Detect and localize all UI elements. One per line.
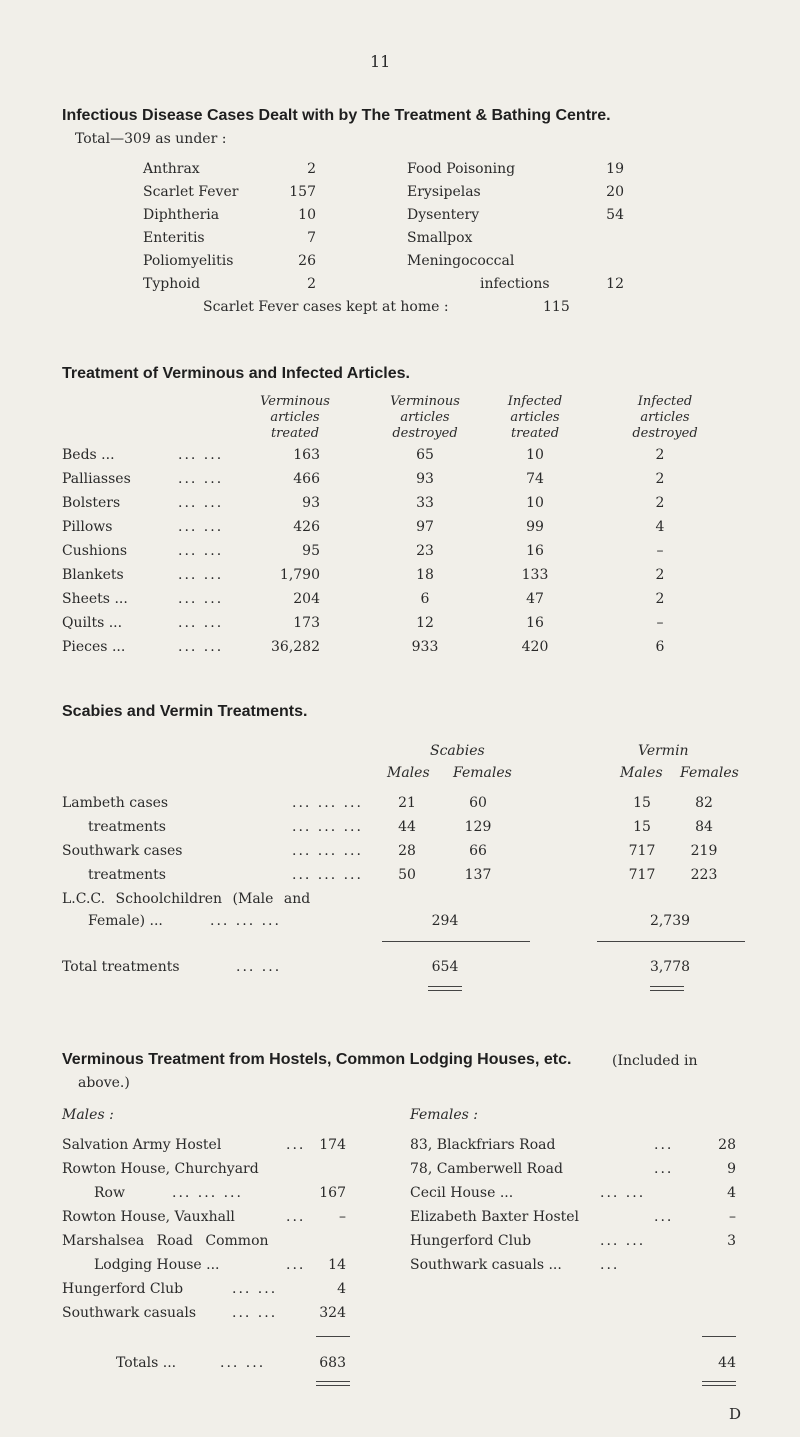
hostel-name-line2: Row — [94, 1185, 125, 1201]
divider — [702, 1336, 736, 1337]
leader-dots: ... ... ... — [210, 913, 281, 929]
row-label: Bolsters — [62, 495, 121, 511]
hostel-name: Hungerford Club — [62, 1281, 184, 1297]
footer-signature-mark: D — [729, 1405, 742, 1423]
section4-title-note-line2: above.) — [78, 1075, 130, 1091]
table-cell: – — [656, 615, 664, 631]
leader-dots: ... ... — [600, 1185, 646, 1201]
double-rule — [428, 986, 462, 991]
table-cell: 74 — [526, 471, 544, 487]
table-cell: 2 — [655, 591, 665, 607]
leader-dots: ... — [654, 1137, 674, 1153]
table-cell: 66 — [469, 843, 487, 859]
disease-name: Poliomyelitis — [143, 253, 234, 269]
table-cell: 129 — [464, 819, 492, 835]
hostel-count: 167 — [319, 1185, 346, 1201]
table-cell: 28 — [398, 843, 416, 859]
hostel-count: 9 — [727, 1161, 736, 1177]
table-cell: 717 — [628, 843, 656, 859]
hostel-count: 14 — [328, 1257, 346, 1273]
hostel-name: Southwark casuals ... — [410, 1257, 562, 1273]
leader-dots: ... ... — [178, 567, 224, 583]
section1-title: Infectious Disease Cases Dealt with by The Treatment & Bathing Centre. — [62, 107, 611, 124]
table-cell: 10 — [526, 495, 544, 511]
table-cell: 95 — [302, 543, 320, 559]
disease-count: 10 — [298, 207, 316, 223]
total-scabies: 654 — [431, 959, 459, 975]
leader-dots: ... ... — [178, 495, 224, 511]
row-label: Pillows — [62, 519, 113, 535]
leader-dots: ... ... — [220, 1355, 266, 1371]
row-label: Cushions — [62, 543, 128, 559]
disease-count: 26 — [298, 253, 316, 269]
leader-dots: ... ... — [178, 447, 224, 463]
table-cell: 466 — [293, 471, 320, 487]
leader-dots: ... — [654, 1209, 674, 1225]
subheader-females: Females — [453, 765, 512, 781]
disease-name: Dysentery — [407, 207, 480, 223]
leader-dots: ... — [286, 1137, 306, 1153]
leader-dots: ... ... — [600, 1233, 646, 1249]
disease-name: Food Poisoning — [407, 161, 516, 177]
subheader-males: Males — [387, 765, 430, 781]
divider — [597, 941, 745, 942]
disease-count: 12 — [606, 276, 624, 292]
double-rule — [650, 986, 684, 991]
subheader-males: Males — [620, 765, 663, 781]
table-cell: 223 — [690, 867, 718, 883]
row-label: Pieces ... — [62, 639, 126, 655]
leader-dots: ... ... — [178, 591, 224, 607]
lcc-vermin-total: 2,739 — [649, 913, 691, 929]
hostel-name: Rowton House, Vauxhall — [62, 1209, 235, 1225]
table-cell: 2 — [655, 567, 665, 583]
hostel-name: 83, Blackfriars Road — [410, 1137, 556, 1153]
total-vermin: 3,778 — [649, 959, 691, 975]
table-cell: 219 — [690, 843, 718, 859]
leader-dots: ... ... ... — [292, 819, 363, 835]
table-cell: 36,282 — [271, 639, 320, 655]
table-cell: 65 — [416, 447, 434, 463]
table-cell: 60 — [469, 795, 487, 811]
hostel-count: 3 — [727, 1233, 736, 1249]
double-rule — [702, 1381, 736, 1386]
hostel-name: Rowton House, Churchyard — [62, 1161, 259, 1177]
table-cell: 2 — [655, 447, 665, 463]
table-cell: 12 — [416, 615, 434, 631]
row-label: Southwark cases — [62, 843, 183, 859]
hostel-name: Southwark casuals — [62, 1305, 197, 1321]
table-cell: 717 — [628, 867, 656, 883]
table-cell: 420 — [521, 639, 549, 655]
leader-dots: ... — [286, 1257, 306, 1273]
table-cell: 16 — [526, 615, 544, 631]
leader-dots: ... ... ... — [172, 1185, 243, 1201]
females-total: 44 — [718, 1355, 736, 1371]
disease-count: 19 — [606, 161, 624, 177]
table-cell: 4 — [655, 519, 665, 535]
table-cell: 2 — [655, 495, 665, 511]
table-cell: 93 — [416, 471, 434, 487]
males-heading: Males : — [62, 1107, 114, 1123]
table-cell: 137 — [464, 867, 492, 883]
subheader-females: Females — [680, 765, 739, 781]
hostel-name: Salvation Army Hostel — [62, 1137, 222, 1153]
table-cell: 93 — [302, 495, 320, 511]
disease-name: Anthrax — [143, 161, 200, 177]
disease-name: Diphtheria — [143, 207, 220, 223]
table-cell: 44 — [398, 819, 416, 835]
divider — [316, 1336, 350, 1337]
section1-total-line: Total—309 as under : — [75, 131, 227, 147]
section3-title: Scabies and Vermin Treatments. — [62, 703, 308, 720]
lcc-label-line2: Female) ... — [88, 913, 163, 929]
leader-dots: ... ... — [232, 1305, 278, 1321]
disease-name: Meningococcal — [407, 253, 515, 269]
row-label: Palliasses — [62, 471, 131, 487]
leader-dots: ... — [600, 1257, 620, 1273]
disease-count: 20 — [606, 184, 624, 200]
section2-title: Treatment of Verminous and Infected Articles. — [62, 365, 410, 382]
hostel-name-line2: Lodging House ... — [94, 1257, 220, 1273]
leader-dots: ... ... — [236, 959, 282, 975]
table-cell: 204 — [293, 591, 320, 607]
disease-name: Smallpox — [407, 230, 473, 246]
row-label: Sheets ... — [62, 591, 128, 607]
table-cell: 18 — [416, 567, 434, 583]
disease-count: 54 — [606, 207, 624, 223]
hostel-name: Hungerford Club — [410, 1233, 532, 1249]
disease-count: 2 — [307, 276, 316, 292]
table-cell: 84 — [695, 819, 713, 835]
leader-dots: ... ... ... — [292, 843, 363, 859]
hostel-name: 78, Camberwell Road — [410, 1161, 563, 1177]
leader-dots: ... — [286, 1209, 306, 1225]
females-heading: Females : — [410, 1107, 478, 1123]
disease-count: 7 — [307, 230, 316, 246]
disease-name: Typhoid — [143, 276, 201, 292]
table-cell: 1,790 — [279, 567, 320, 583]
table-cell: 6 — [420, 591, 430, 607]
table-cell: 82 — [695, 795, 713, 811]
disease-count: 157 — [289, 184, 316, 200]
hostel-count: 28 — [718, 1137, 736, 1153]
table-cell: 173 — [293, 615, 320, 631]
column-header: Infected articles destroyed — [632, 394, 698, 441]
table-cell: 6 — [655, 639, 665, 655]
disease-name: Enteritis — [143, 230, 205, 246]
total-treatments-label: Total treatments — [62, 959, 180, 975]
row-label: treatments — [88, 867, 166, 883]
leader-dots: ... ... ... — [292, 795, 363, 811]
home-cases-value: 115 — [543, 299, 570, 315]
leader-dots: ... ... ... — [292, 867, 363, 883]
group-header-scabies: Scabies — [430, 743, 485, 759]
table-cell: 23 — [416, 543, 434, 559]
section4-title-note: (Included in — [612, 1053, 698, 1069]
table-cell: 933 — [411, 639, 439, 655]
table-cell: 15 — [633, 795, 651, 811]
page-number: 11 — [370, 52, 391, 71]
table-cell: 50 — [398, 867, 416, 883]
leader-dots: ... ... — [178, 471, 224, 487]
disease-count: 2 — [307, 161, 316, 177]
table-cell: 426 — [293, 519, 320, 535]
table-cell: 15 — [633, 819, 651, 835]
row-label: Quilts ... — [62, 615, 123, 631]
hostel-count: 324 — [319, 1305, 346, 1321]
hostel-name: Elizabeth Baxter Hostel — [410, 1209, 580, 1225]
lcc-scabies-total: 294 — [431, 913, 459, 929]
hostel-count: 4 — [337, 1281, 346, 1297]
divider — [382, 941, 530, 942]
table-cell: 21 — [398, 795, 416, 811]
disease-name: Erysipelas — [407, 184, 481, 200]
row-label: Blankets — [62, 567, 124, 583]
leader-dots: ... ... — [178, 519, 224, 535]
table-cell: 2 — [655, 471, 665, 487]
hostel-count: – — [729, 1209, 736, 1225]
hostel-count: 174 — [319, 1137, 346, 1153]
column-header: Infected articles treated — [507, 394, 563, 441]
leader-dots: ... ... — [178, 543, 224, 559]
hostel-name: Cecil House ... — [410, 1185, 514, 1201]
row-label: treatments — [88, 819, 166, 835]
row-label: Lambeth cases — [62, 795, 169, 811]
leader-dots: ... ... — [232, 1281, 278, 1297]
home-cases-label: Scarlet Fever cases kept at home : — [203, 299, 449, 315]
column-header: Verminous articles treated — [260, 394, 330, 441]
hostel-count: – — [339, 1209, 346, 1225]
table-cell: – — [656, 543, 664, 559]
disease-name: Scarlet Fever — [143, 184, 239, 200]
table-cell: 33 — [416, 495, 434, 511]
leader-dots: ... ... — [178, 615, 224, 631]
leader-dots: ... ... — [178, 639, 224, 655]
lcc-label-line1: L.C.C. Schoolchildren (Male and — [62, 891, 311, 907]
table-cell: 10 — [526, 447, 544, 463]
table-cell: 16 — [526, 543, 544, 559]
row-label: Beds ... — [62, 447, 115, 463]
table-cell: 99 — [526, 519, 544, 535]
column-header: Verminous articles destroyed — [390, 394, 460, 441]
leader-dots: ... — [654, 1161, 674, 1177]
section4-title: Verminous Treatment from Hostels, Common Lodging Houses, etc. — [62, 1051, 572, 1068]
table-cell: 97 — [416, 519, 434, 535]
table-cell: 47 — [526, 591, 544, 607]
group-header-vermin: Vermin — [638, 743, 689, 759]
hostel-count: 4 — [727, 1185, 736, 1201]
disease-name: infections — [480, 276, 550, 292]
table-cell: 163 — [293, 447, 320, 463]
totals-label: Totals ... — [116, 1355, 177, 1371]
double-rule — [316, 1381, 350, 1386]
males-total: 683 — [319, 1355, 346, 1371]
table-cell: 133 — [521, 567, 549, 583]
hostel-name: Marshalsea Road Common — [62, 1233, 269, 1249]
